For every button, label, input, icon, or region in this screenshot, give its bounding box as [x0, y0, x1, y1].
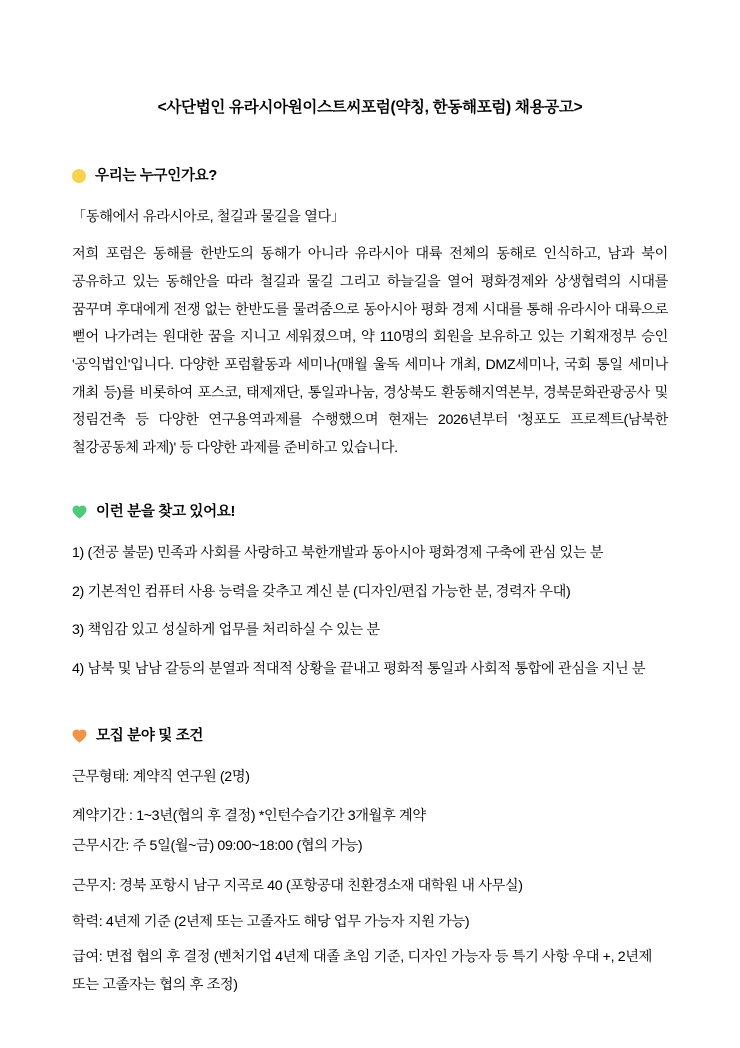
about-body: 저희 포럼은 동해를 한반도의 동해가 아니라 유라시아 대륙 전체의 동해로 인식하고, 남과 북이 공유하고 있는 동해안을 따라 철길과 물길 그리고 하늘길을 열어 평화경제와 상생협력의 시대를 꿈꾸며 후대에게 전쟁 없는 한반도를 물려줌으로 동아시아 평화 경제 시대를 통해 유라시아 대륙으로 뻗어 나가려는 원대한 꿈을 지니고 세워졌으며, 약 110명의 회원을 보유하고 있는 기획재정부 승인 '공익법인'입니다. 다양한 포럼활동과 세미나(매월 울독 세미나 개최, DMZ세미나, 국회 통일 세미나 개최 등)를 비롯하여 포스코, 태제재단, 통일과나눔, 경상북도 환동해지역본부, 경북문화관광공사 및 정림건축 등 다양한 연구용역과제를 수행했으며 현재는 2026년부터 '청포도 프로젝트(남북한 철강공동체 과제)' 등 다양한 과제를 준비하고 있습니다.	[72, 246, 668, 456]
position-detail-location: 근무지: 경북 포항시 남구 지곡로 40 (포항공대 친환경소재 대학원 내 사무실)	[72, 877, 523, 894]
section-heading-about-label: 우리는 누구인가요?	[95, 168, 217, 185]
section-heading-positions	[72, 725, 668, 748]
position-detail-work-hours: 근무시간: 주 5일(월~금) 09:00~18:00 (협의 가능)	[72, 838, 363, 855]
page-title: <사단법인 유라시아원이스트씨포럼(약칭, 한동해포럼) 채용공고>	[157, 99, 583, 116]
yellow-circle-icon	[72, 169, 86, 183]
spacer	[72, 695, 668, 725]
section-heading-about	[72, 165, 668, 188]
section-heading-positions-label: 모집 분야 및 조건	[96, 727, 204, 744]
spacer	[72, 485, 668, 501]
green-heart-icon	[72, 505, 87, 519]
position-detail-education: 학력: 4년제 기준 (2년제 또는 고졸자도 해당 업무 가능자 지원 가능)	[72, 913, 470, 930]
list-item: 1) (전공 불문) 민족과 사회를 사랑하고 북한개발과 동아시아 평화경제 구축에 관심 있는 분	[72, 544, 604, 561]
position-detail-salary: 급여: 면접 협의 후 결정 (벤처기업 4년제 대졸 초임 기준, 디자인 가능자 등 특기 사항 우대 +, 2년제 또는 고졸자는 협의 후 조정)	[72, 949, 653, 993]
position-detail-contract-period: 계약기간 : 1~3년(협의 후 결정) *인턴수습기간 3개월후 계약	[72, 808, 426, 825]
orange-heart-icon	[72, 729, 87, 743]
section-heading-looking-for	[72, 501, 668, 524]
position-detail-worktype: 근무형태: 계약직 연구원 (2명)	[72, 768, 250, 785]
list-item: 3) 책임감 있고 성실하게 업무를 처리하실 수 있는 분	[72, 622, 380, 639]
list-item: 2) 기본적인 컴퓨터 사용 능력을 갖추고 계신 분 (디자인/편집 가능한 분, 경력자 우대)	[72, 583, 571, 600]
section-positions	[72, 725, 668, 1000]
about-quote: 「동해에서 유라시아로, 철길과 물길을 열다」	[72, 209, 345, 226]
section-looking-for	[72, 501, 668, 684]
list-item: 4) 남북 및 남남 갈등의 분열과 적대적 상황을 끝내고 평화적 통일과 사회적 통합에 관심을 지닌 분	[72, 660, 646, 677]
section-heading-looking-for-label: 이런 분을 찾고 있어요!	[96, 503, 236, 520]
section-about	[72, 165, 668, 462]
